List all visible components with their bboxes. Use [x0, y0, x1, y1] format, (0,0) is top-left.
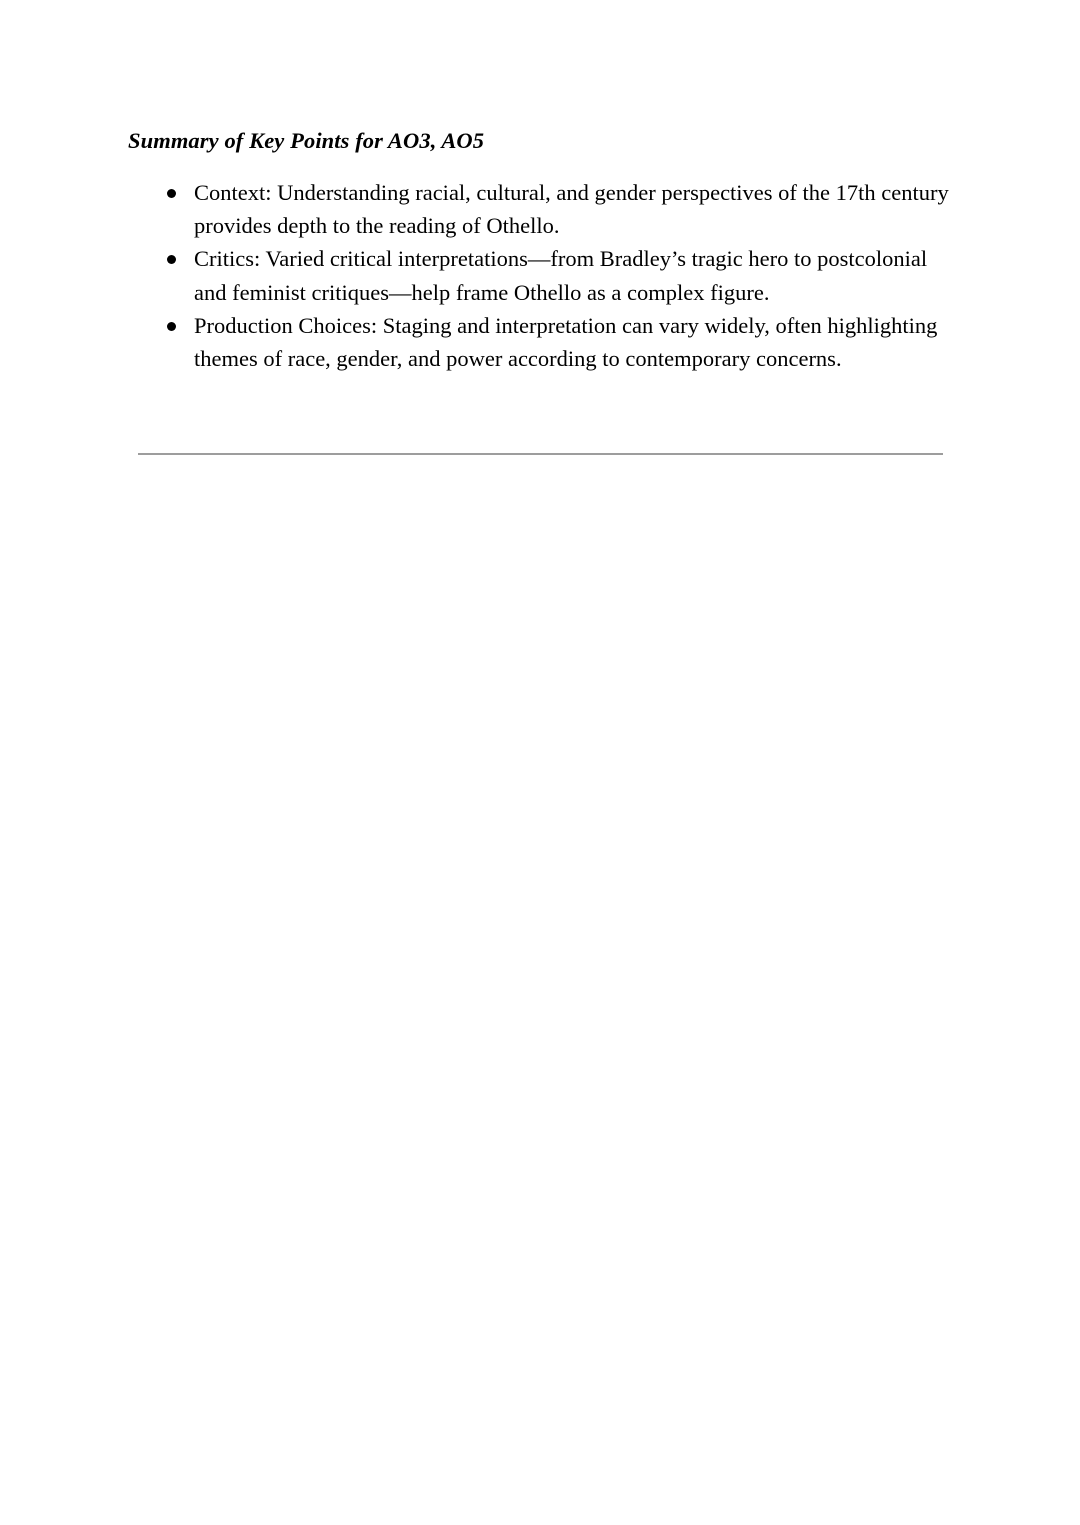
section-divider	[138, 453, 943, 455]
page-title: Summary of Key Points for AO3, AO5	[128, 128, 485, 153]
bullet-disc-icon	[167, 189, 176, 198]
list-item	[128, 176, 952, 242]
list-item	[128, 309, 952, 375]
bullet-disc-icon	[167, 255, 176, 264]
horizontal-rule	[138, 453, 943, 455]
key-points-list	[128, 176, 952, 375]
list-item-text: Critics: Varied critical interpretations—from Bradley’s tragic hero to postcolonial and feminist critiques—help frame Othello as a complex figure.	[194, 246, 928, 305]
bullet-disc-icon	[167, 322, 176, 331]
list-item-text: Production Choices: Staging and interpretation can vary widely, often highlighting themes of race, gender, and power according to contemporary concerns.	[194, 312, 938, 372]
document-content	[128, 124, 952, 375]
list-item	[128, 242, 952, 308]
list-item-text: Context: Understanding racial, cultural, and gender perspectives of the 17th century provides depth to the reading of Othello.	[194, 180, 949, 239]
